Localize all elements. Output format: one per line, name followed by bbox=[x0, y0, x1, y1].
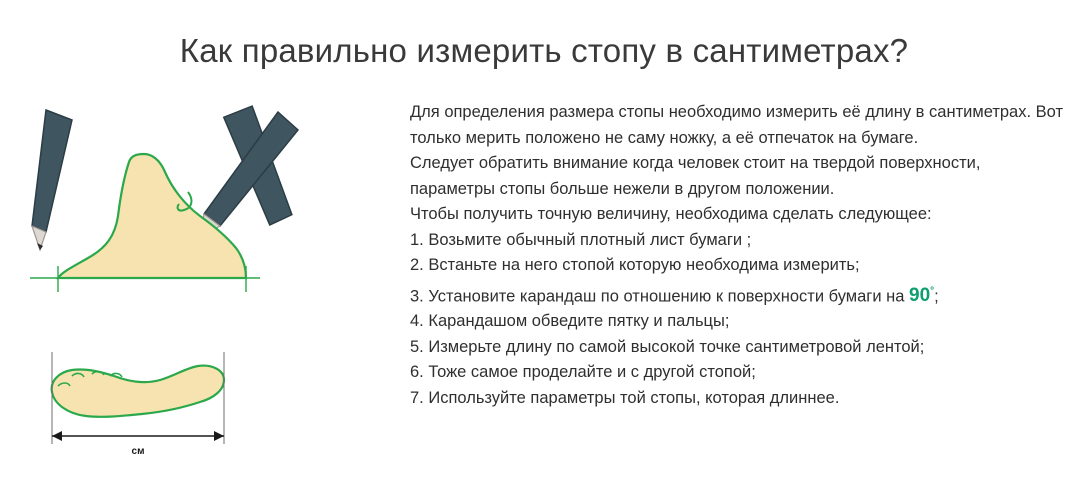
foot-side-view-svg bbox=[10, 96, 390, 311]
dimension-arrow-left bbox=[52, 431, 62, 441]
steps-list bbox=[410, 228, 1070, 412]
degree-value bbox=[909, 285, 934, 306]
foot-side-view-figure bbox=[10, 96, 390, 311]
list-item: 2. Встаньте на него стопой которую необходима измерить; bbox=[410, 256, 860, 274]
list-item: 5. Измерьте длину по самой высокой точке сантиметровой лентой; bbox=[410, 337, 925, 356]
illustration-column bbox=[10, 96, 390, 476]
paragraph-3: Чтобы получить точную величину, необходима сделать следующее: bbox=[410, 205, 932, 223]
list-item: 4. Карандашом обведите пятку и пальцы; bbox=[410, 312, 730, 331]
list-item bbox=[410, 279, 1070, 310]
instructions-column bbox=[410, 100, 1070, 411]
paragraph-2: Следует обратить внимание когда человек стоит на твердой поверхности, параметры стопы больше нежели в другом положении. bbox=[410, 154, 981, 198]
step-3-text: 3. Установите карандаш по отношению к поверхности бумаги на bbox=[410, 286, 910, 305]
degree-symbol: ° bbox=[930, 285, 935, 297]
foot-sole-view-svg bbox=[10, 326, 390, 476]
paragraph-1: Для определения размера стопы необходимо измерить её длину в сантиметрах. Вот только мерить положено не саму ножку, а её отпечаток на бумаге. bbox=[410, 103, 1064, 147]
foot-sole-view-figure bbox=[10, 326, 390, 476]
dimension-label: см bbox=[131, 446, 145, 457]
degree-number: 90 bbox=[909, 284, 931, 306]
page-title: Как правильно измерить стопу в сантиметрах? bbox=[179, 32, 909, 69]
list-item: 1. Возьмите обычный плотный лист бумаги ; bbox=[410, 230, 752, 249]
dimension-arrow-right bbox=[214, 431, 224, 441]
list-item: 7. Используйте параметры той стопы, которая длиннее. bbox=[410, 388, 840, 407]
list-item: 6. Тоже самое проделайте и с другой стопой; bbox=[410, 363, 756, 382]
pencil-left-icon bbox=[32, 110, 72, 250]
step-3-suffix: ; bbox=[934, 286, 939, 305]
